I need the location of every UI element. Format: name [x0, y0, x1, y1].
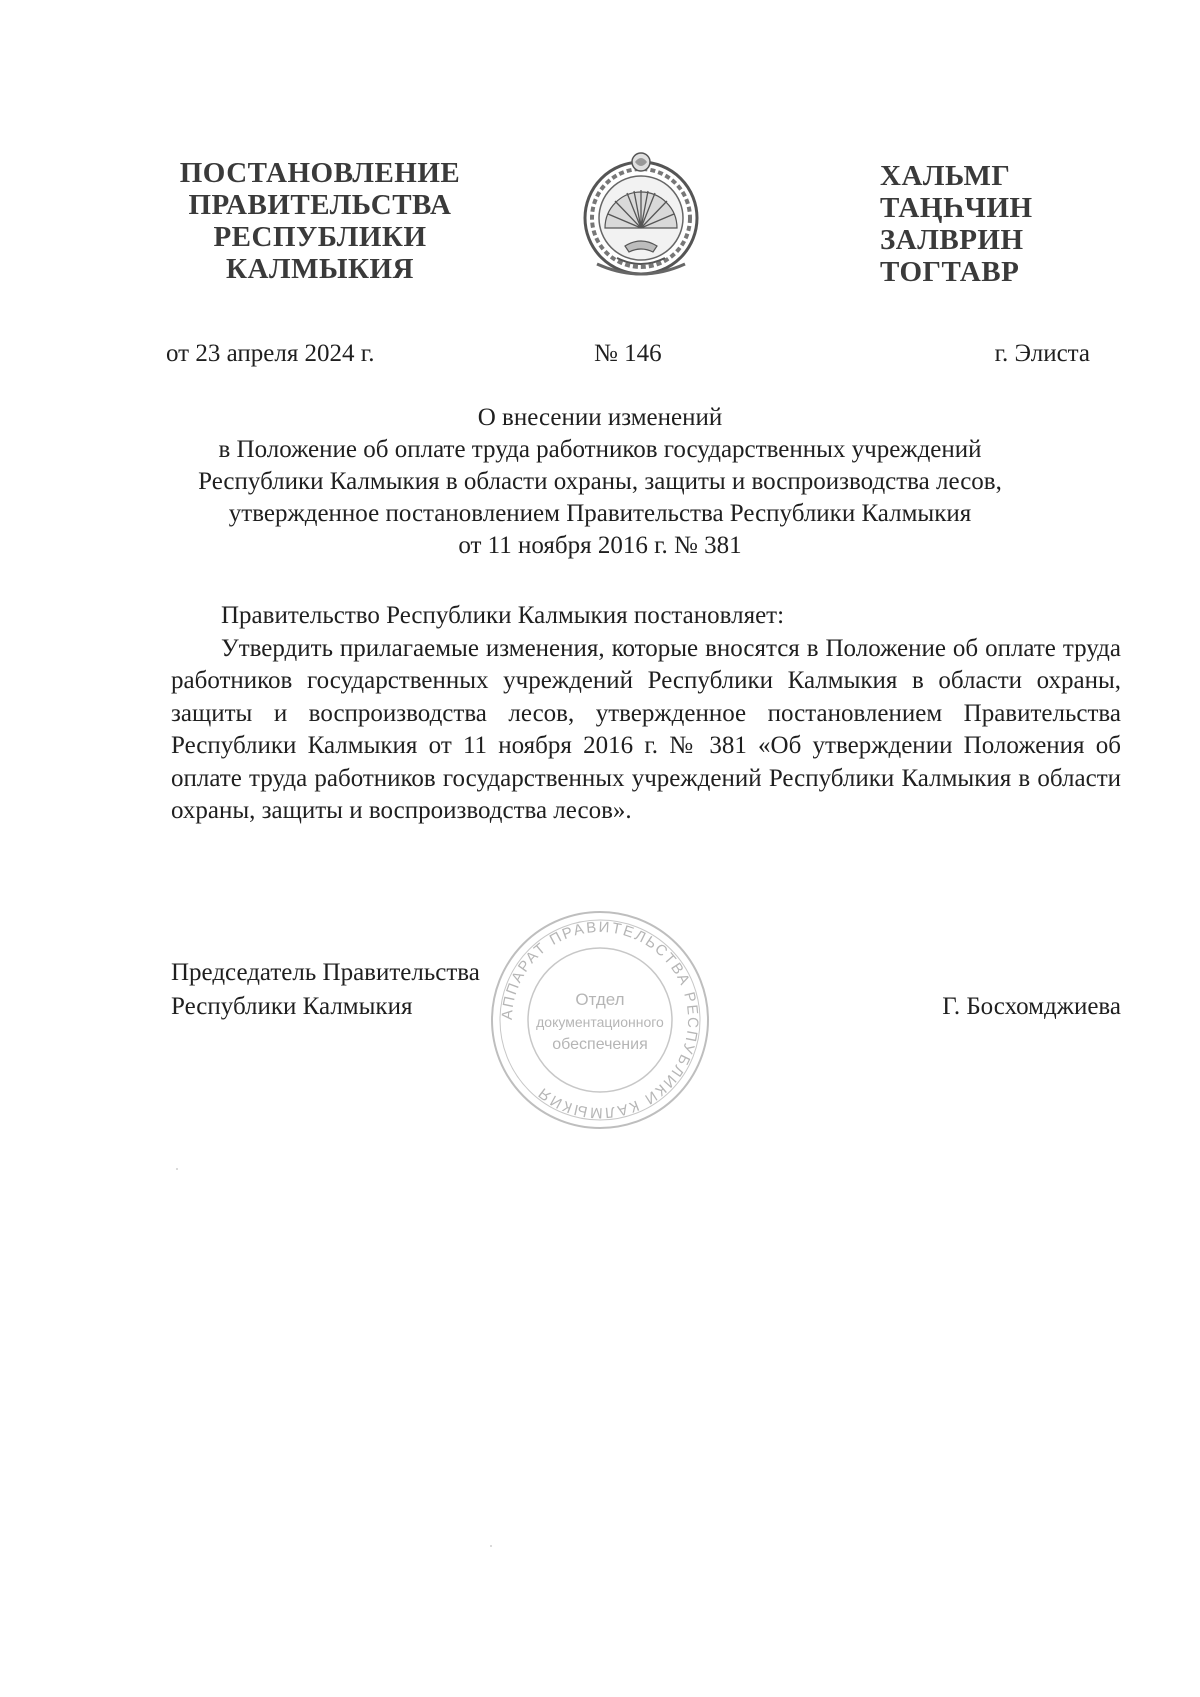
header-right-line: ЗАЛВРИН [880, 224, 1024, 256]
decree-city: г. Элиста [994, 340, 1090, 367]
seal-ring-text: АППАРАТ ПРАВИТЕЛЬСТВА РЕСПУБЛИКИ КАЛМЫКИЯ [498, 918, 702, 1122]
title-line: О внесении изменений [477, 404, 723, 431]
decree-date: от 23 апреля 2024 г. [166, 340, 375, 367]
signatory-position-line: Республики Калмыкия [171, 993, 413, 1020]
kalmykia-coat-of-arms-icon [577, 148, 705, 282]
decree-number: № 146 [594, 340, 662, 367]
stamp-seal [485, 905, 715, 1135]
header-russian [170, 157, 470, 285]
seal-center-line: Отдел [575, 990, 625, 1009]
header-left-line: ПРАВИТЕЛЬСТВА [188, 189, 452, 221]
title-line: утвержденное постановлением Правительства Республики Калмыкия [228, 500, 972, 527]
header-kalmyk [880, 160, 1040, 288]
title-line: от 11 ноября 2016 г. № 381 [458, 532, 742, 559]
decree-body [171, 600, 1121, 828]
signatory-position-line: Председатель Правительства [171, 959, 480, 986]
scan-speck [490, 1545, 492, 1547]
title-line: Республики Калмыкия в области охраны, защиты и воспроизводства лесов, [198, 468, 1002, 495]
header-right-line: ХАЛЬМГ [880, 160, 1011, 192]
header-right-line: ТАҢҺЧИН [880, 192, 1033, 224]
signatory-position [171, 956, 480, 1024]
signatory-name: Г. Босхомджиева [942, 993, 1121, 1020]
scan-speck [176, 1168, 178, 1170]
decree-text: Утвердить прилагаемые изменения, которые вносятся в Положение об оплате труда работников государственных учреждений Республики Калмыкия в области охраны, защиты и воспроизводства лесов, утвержденное постановлением Правительства Республики Калмыкия от 11 ноября 2016 г. № 381 «Об утверждении Положения об оплате труда работников государственных учреждений Республики Калмыкия в области охраны, защиты и воспроизводства лесов». [171, 634, 1121, 824]
header-left-line: РЕСПУБЛИКИ [213, 221, 427, 253]
title-line: в Положение об оплате труда работников государственных учреждений [218, 436, 982, 463]
header-left-line: КАЛМЫКИЯ [226, 253, 414, 285]
seal-center-line: документационного [536, 1014, 664, 1030]
decree-title [150, 402, 1050, 562]
seal-center-line: обеспечения [552, 1036, 648, 1053]
header-left-line: ПОСТАНОВЛЕНИЕ [179, 157, 461, 189]
decree-intro: Правительство Республики Калмыкия постановляет: [221, 602, 785, 629]
header-right-line: ТОГТАВР [880, 256, 1020, 288]
